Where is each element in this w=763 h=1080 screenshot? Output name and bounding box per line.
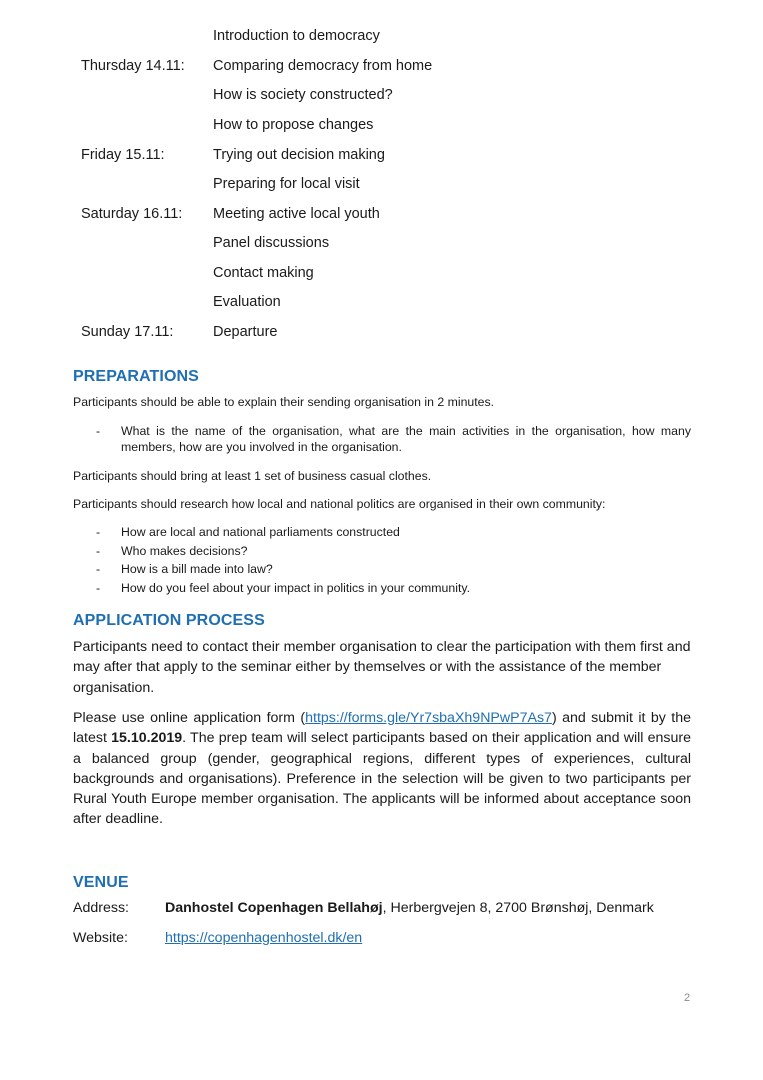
schedule-activity: Contact making bbox=[213, 265, 314, 281]
application-heading: APPLICATION PROCESS bbox=[73, 612, 265, 629]
schedule-activity: Panel discussions bbox=[213, 235, 330, 251]
preparations-clothes: Participants should bring at least 1 set of business casual clothes. bbox=[73, 469, 432, 483]
schedule-row bbox=[0, 263, 763, 283]
schedule-row bbox=[0, 174, 763, 194]
schedule-row bbox=[0, 292, 763, 312]
bullet-item: What is the name of the organisation, what are the main activities in the organisation, how many members, how are you involved in the organisation. bbox=[121, 424, 691, 454]
website-link[interactable]: https://copenhagenhostel.dk/en bbox=[165, 930, 363, 946]
bullet-item: Who makes decisions? bbox=[121, 544, 248, 558]
venue-heading: VENUE bbox=[73, 874, 129, 891]
schedule-row bbox=[0, 322, 763, 342]
schedule-activity: Trying out decision making bbox=[213, 147, 385, 163]
bullet-marker: - bbox=[96, 562, 101, 576]
schedule-row bbox=[0, 115, 763, 135]
schedule-row bbox=[0, 145, 763, 165]
bullet-marker: - bbox=[96, 544, 101, 558]
schedule-day: Sunday 17.11: bbox=[81, 324, 174, 340]
bullet-marker: - bbox=[96, 525, 101, 539]
schedule-row bbox=[0, 85, 763, 105]
application-text: . The prep team will select participants based on their application and will ensure a balanced group (gender, geographical regions, different types of experiences, cultural backgrounds and organisations). Preference in the selection will be given to two participants per Rural Youth Europe member organisation. The applicants will be informed about acceptance soon after deadline. bbox=[73, 730, 692, 828]
bullet-marker: - bbox=[96, 424, 101, 438]
schedule-activity: Preparing for local visit bbox=[213, 176, 360, 192]
schedule-activity: Introduction to democracy bbox=[213, 28, 380, 44]
address-label: Address: bbox=[73, 900, 129, 916]
schedule-row bbox=[0, 56, 763, 76]
preparations-research: Participants should research how local and national politics are organised in their own community: bbox=[73, 497, 606, 511]
preparations-heading: PREPARATIONS bbox=[73, 368, 199, 385]
application-text: ) and submit it by the latest bbox=[73, 710, 691, 747]
schedule-activity: Meeting active local youth bbox=[213, 206, 380, 222]
website-label: Website: bbox=[73, 930, 128, 946]
schedule-day: Friday 15.11: bbox=[81, 147, 165, 163]
schedule-day: Saturday 16.11: bbox=[81, 206, 183, 222]
schedule-activity: How to propose changes bbox=[213, 117, 374, 133]
schedule-row bbox=[0, 233, 763, 253]
schedule-activity: How is society constructed? bbox=[213, 87, 393, 103]
application-paragraph-1: Participants need to contact their member organisation to clear the participation with them first and may after that apply to the seminar either by themselves or with the assistance of the member organisation. bbox=[73, 639, 691, 696]
schedule-row bbox=[0, 204, 763, 224]
preparations-intro: Participants should be able to explain their sending organisation in 2 minutes. bbox=[73, 395, 495, 409]
application-deadline: 15.10.2019 bbox=[111, 730, 183, 747]
application-form-link[interactable]: https://forms.gle/Yr7sbaXh9NPwP7As7 bbox=[305, 710, 552, 726]
bullet-item: How are local and national parliaments constructed bbox=[121, 525, 400, 539]
page-number: 2 bbox=[684, 992, 691, 1004]
bullet-item: How do you feel about your impact in politics in your community. bbox=[121, 581, 471, 595]
address-value bbox=[165, 900, 654, 916]
bullet-item: How is a bill made into law? bbox=[121, 562, 273, 576]
schedule-activity: Departure bbox=[213, 324, 278, 340]
venue-address: , Herbergvejen 8, 2700 Brønshøj, Denmark bbox=[382, 900, 654, 916]
schedule-activity: Evaluation bbox=[213, 294, 281, 310]
schedule-day: Thursday 14.11: bbox=[81, 58, 185, 74]
venue-name: Danhostel Copenhagen Bellahøj bbox=[165, 900, 383, 916]
bullet-marker: - bbox=[96, 581, 101, 595]
application-text: Please use online application form ( bbox=[73, 710, 306, 726]
application-paragraph-2 bbox=[73, 708, 691, 830]
schedule-row bbox=[0, 26, 763, 46]
schedule-activity: Comparing democracy from home bbox=[213, 58, 433, 74]
